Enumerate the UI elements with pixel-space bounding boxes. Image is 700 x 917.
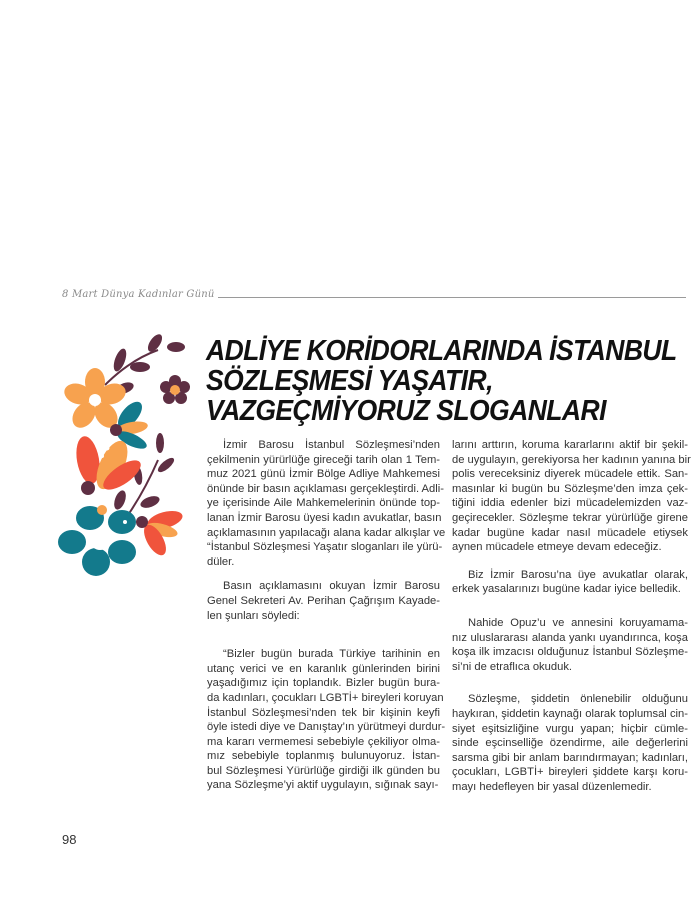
text-line: muz 2021 günü İzmir Bölge Adliye Mahkemesi [207, 468, 440, 481]
page-number: 98 [62, 832, 77, 847]
text-line: len şunları söyledi: [207, 609, 300, 622]
paragraph [207, 647, 446, 793]
text-line: Basın açıklamasını okuyan İzmir Barosu [223, 580, 440, 593]
title-line: VAZGEÇMİYORUZ SLOGANLARI [206, 395, 606, 427]
text-line: yaşadığımız için toplandık. Bizler bugün bura- [207, 677, 440, 690]
text-line: polis vereceksiniz diyerek mücadele ettik. San- [452, 468, 688, 481]
title-line: ADLİYE KORİDORLARINDA İSTANBUL [206, 335, 677, 367]
text-line: “İstanbul Sözleşmesi Yaşatır sloganları ile yürü- [207, 541, 443, 554]
text-line: önünde bir basın açıklaması gerçekleştirdi. Adli- [207, 482, 444, 495]
text-line: yana Sözleşme’yi aktif uygulayın, sığınak sayı- [207, 779, 439, 792]
text-line: bul Sözleşmesi Yürürlüğe girdiği ilk günden bu [207, 764, 440, 777]
paragraph [452, 568, 688, 597]
text-line: Genel Sekreteri Av. Perihan Çağrışım Kayade- [207, 594, 440, 607]
text-line: de uygulayın, gerekiyorsa her kadının yanına bir [452, 453, 691, 466]
text-line: Sözleşme, şiddetin önlenebilir olduğunu [468, 693, 688, 706]
paragraph [452, 438, 691, 555]
text-line: kadar bugüne kadar nasıl mücadele etiysek [452, 526, 688, 539]
text-line: açıklamasının yapılacağı alana kadar alkışlar ve [207, 526, 446, 539]
text-line: İzmir Barosu İstanbul Sözleşmesi’nden [223, 439, 440, 451]
text-line: mız sebebiyle toplanmış bulunuyoruz. İstan- [207, 750, 440, 763]
text-column-left [207, 438, 446, 793]
text-line: çekilmenin yürürlüğe gireceği tarih olan 1 Tem- [207, 453, 440, 466]
text-line: geçirecekler. Sözleşme tekrar yürürlüğe girene [452, 511, 688, 524]
text-line: nız uluslararası alanda yankı uyandırınca, koşa [452, 631, 688, 644]
paragraph [452, 616, 688, 674]
text-line: çocukları, LGBTİ+ bireyleri şiddete karşı koru- [452, 766, 688, 779]
text-line: aynen mücadele etmeye devam edeceğiz. [452, 541, 662, 554]
text-line: haykıran, şiddetin kaynağı olarak toplumsal cin- [452, 707, 688, 720]
text-line: ma kararı vermemesi sebebiyle çekiliyor olma- [207, 735, 440, 748]
paragraph [452, 692, 688, 794]
text-line: larını arttırın, koruma kararlarını aktif bir şekil- [452, 439, 688, 451]
text-line: Nahide Opuz’u ve annesini koruyamama- [468, 616, 688, 629]
text-line: si’ni de etraflıca okuduk. [452, 660, 573, 673]
text-line: tiğini iddia edenler bizi mücadelemizden vaz- [452, 497, 688, 510]
plum-flower [160, 375, 190, 404]
text-line: koşa ilk imzacısı olduğunuz İstanbul Sözleşme- [452, 646, 688, 659]
text-line: da kadınları, çocukları LGBTİ+ bireyleri koruyan [207, 691, 444, 704]
text-line: “Bizler bugün burada Türkiye tarihinin en [223, 648, 440, 661]
text-line: öyle istedi diye ve Danıştay’ın yürütmeyi durdur- [207, 721, 446, 734]
title-line: SÖZLEŞMESİ YAŞATIR, [206, 365, 493, 397]
text-line: mayı hedefleyen bir yasal düzenlemedir. [452, 780, 652, 793]
text-line: ye içerisinde Aile Mahkemelerinin önünde top- [207, 497, 440, 510]
floral-decoration [50, 330, 210, 590]
text-line: sarsma gibi bir anlam barındırmayan; kadınları, [452, 751, 688, 764]
text-line: utanç verici ve en karanlık günlerinden birini [207, 662, 440, 675]
running-header: 8 Mart Dünya Kadınlar Günü [62, 289, 215, 300]
text-line: siyet eşitsizliğine vurgu yapan; hiçbir cümle- [452, 722, 688, 735]
text-line: erkek yasalarınızı bugüne kadar iyice belledik. [452, 583, 681, 596]
text-line: masınlar ki bugün bu Sözleşme’den imza çek- [452, 482, 688, 495]
text-line: lanan İzmir Barosu üyesi kadın avukatlar, basın [207, 511, 442, 524]
article-title [206, 335, 677, 427]
text-line: İstanbul Sözleşmesi’nden tek bir kişinin keyfi [207, 706, 440, 719]
text-line: Biz İzmir Barosu’na üye avukatlar olarak, [468, 568, 688, 581]
text-column-right [452, 438, 691, 794]
text-line: düler. [207, 555, 235, 568]
header-rule [218, 297, 686, 298]
paragraph [207, 438, 446, 569]
paragraph [207, 579, 440, 623]
teal-flower [58, 505, 136, 576]
text-line: sinde eşcinselliğe özendirme, aile değerlerini [452, 737, 688, 750]
